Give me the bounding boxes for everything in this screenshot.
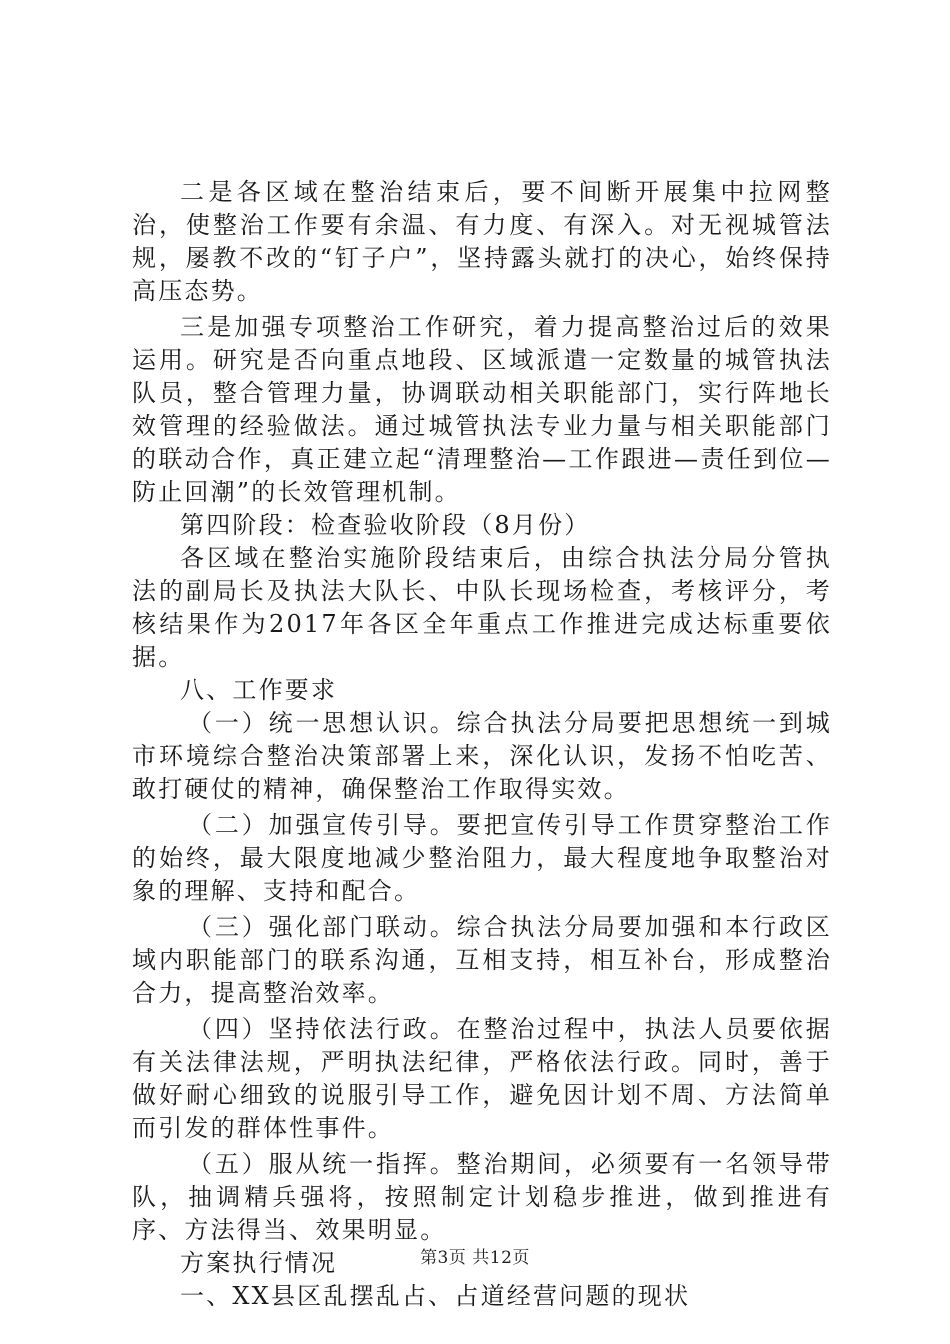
requirement-4: （四）坚持依法行政。在整治过程中，执法人员要依据有关法律法规，严明执法纪律，严格依法行政。同时，善于做好耐心细致的说服引导工作，避免因计划不周、方法简单而引发的群体性事件。 [132, 1015, 832, 1142]
requirement-1: （一）统一思想认识。综合执法分局要把思想统一到城市环境综合整治决策部署上来，深化认识，发扬不怕吃苦、敢打硬仗的精神，确保整治工作取得实效。 [132, 709, 832, 803]
paragraph-stage-4: 各区域在整治实施阶段结束后，由综合执法分局分管执法的副局长及执法大队长、中队长现场检查，考核评分，考核结果作为2017年各区全年重点工作推进完成达标重要依据。 [132, 544, 832, 671]
section-heading-stage-4: 第四阶段：检查验收阶段（8月份） [180, 511, 591, 539]
requirement-3: （三）强化部门联动。综合执法分局要加强和本行政区域内职能部门的联系沟通，互相支持，相互补台，形成整治合力，提高整治效率。 [132, 913, 832, 1007]
page-footer: 第3页 共12页 [420, 1248, 530, 1268]
document-body [132, 176, 832, 1313]
requirement-5: （五）服从统一指挥。整治期间，必须要有一名领导带队，抽调精兵强将，按照制定计划稳步推进，做到推进有序、方法得当、效果明显。 [132, 1150, 832, 1244]
paragraph-2: 二是各区域在整治结束后，要不间断开展集中拉网整治，使整治工作要有余温、有力度、有深入。对无视城管法规，屡教不改的“钉子户”，坚持露头就打的决心，始终保持高压态势。 [132, 178, 832, 305]
paragraph-3: 三是加强专项整治工作研究，着力提高整治过后的效果运用。研究是否向重点地段、区域派遣一定数量的城管执法队员，整合管理力量，协调联动相关职能部门，实行阵地长效管理的经验做法。通过城管执法专业力量与相关职能部门的联动合作，真正建立起“清理整治—工作跟进—责任到位—防止回潮”的长效管理机制。 [132, 313, 832, 506]
section-heading-execution: 方案执行情况 [180, 1249, 338, 1277]
section-heading-status: 一、XX县区乱摆乱占、占道经营问题的现状 [180, 1282, 691, 1310]
requirement-2: （二）加强宣传引导。要把宣传引导工作贯穿整治工作的始终，最大限度地减少整治阻力，最大程度地争取整治对象的理解、支持和配合。 [132, 811, 832, 905]
section-heading-requirements: 八、工作要求 [180, 676, 338, 704]
